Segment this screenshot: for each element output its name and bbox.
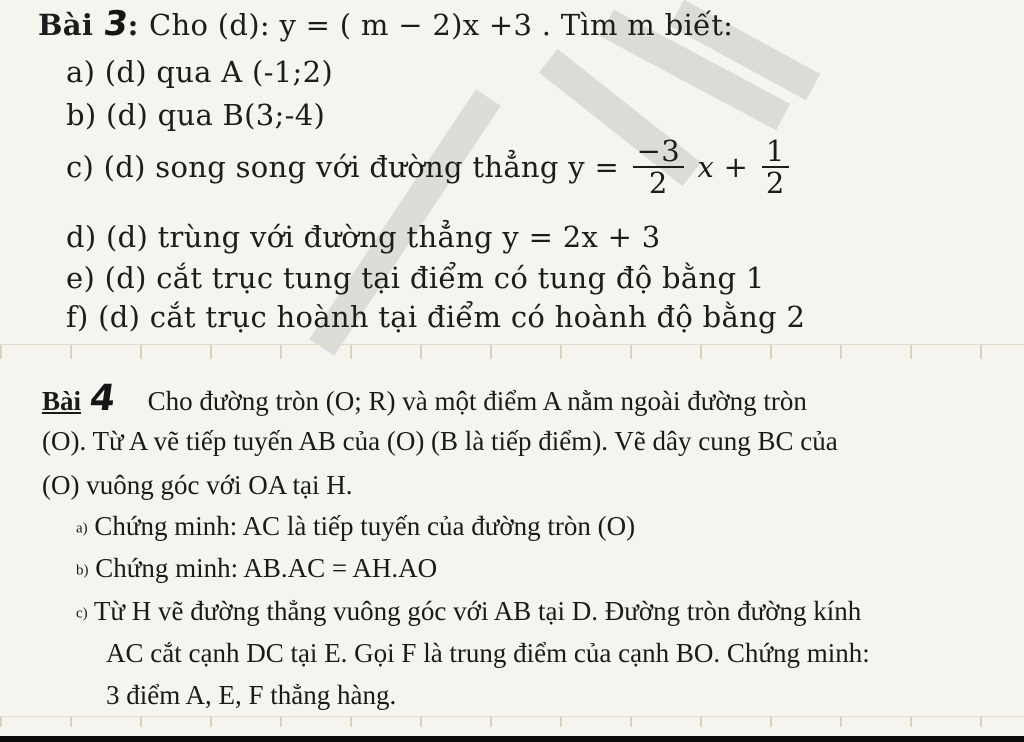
bai4-part-b	[76, 553, 437, 584]
bai4-first-line	[42, 378, 807, 419]
bottom-divider	[0, 716, 1024, 727]
bai3-number: 3	[100, 4, 131, 44]
bai3-item-c-text: c) (d) song song với đường thẳng y =	[66, 150, 620, 185]
bai4-part-c	[76, 596, 861, 627]
fraction1-denominator: 2	[648, 166, 668, 201]
fraction2-numerator: 1	[762, 136, 789, 168]
bai4-part-a	[76, 511, 635, 542]
bai4-heading: Bài	[42, 386, 82, 416]
fraction-neg-three-halves	[633, 136, 684, 199]
bai4-part-c-label: c)	[76, 605, 88, 622]
bai3-colon: :	[127, 8, 139, 42]
bai4-part-a-label: a)	[76, 520, 88, 537]
bai4-line-3: (O) vuông góc với OA tại H.	[42, 470, 353, 500]
bai4-line-2: (O). Từ A vẽ tiếp tuyến AB của (O) (B là tiếp điểm). Vẽ dây cung BC của	[42, 426, 838, 456]
bai4-part-b-label: b)	[76, 562, 89, 579]
fraction-middle-term: x +	[697, 150, 749, 185]
bai4-part-c-line-2: AC cắt cạnh DC tại E. Gọi F là trung điểm của cạnh BO. Chứng minh:	[106, 638, 870, 668]
bai4-part-c-text: Từ H vẽ đường thẳng vuông góc với AB tại D. Đường tròn đường kính	[93, 596, 862, 626]
bai3-item-d: d) (d) trùng với đường thẳng y = 2x + 3	[66, 220, 661, 254]
fraction-one-half	[762, 136, 789, 199]
bai3-heading: Bài	[38, 8, 94, 42]
bai4-part-b-text: Chứng minh: AB.AC = AH.AO	[95, 553, 438, 583]
section-divider	[0, 344, 1024, 359]
bai4-line-1: Cho đường tròn (O; R) và một điểm A nằm ngoài đường tròn	[147, 386, 807, 416]
bai3-item-a: a) (d) qua A (-1;2)	[66, 55, 333, 89]
fraction2-denominator: 2	[765, 166, 785, 201]
bai4-number: 4	[86, 378, 118, 419]
bai4-part-a-text: Chứng minh: AC là tiếp tuyến của đường tròn (O)	[94, 511, 636, 541]
bai3-item-e: e) (d) cắt trục tung tại điểm có tung độ bằng 1	[66, 261, 765, 295]
bai3-item-c	[66, 136, 793, 199]
bai3-intro: Cho (d): y = ( m − 2)x +3 . Tìm m biết:	[149, 8, 734, 42]
fraction1-numerator: −3	[633, 136, 684, 168]
bai3-item-b: b) (d) qua B(3;-4)	[66, 98, 326, 132]
bai3-title-row	[38, 4, 733, 44]
bai3-item-f: f) (d) cắt trục hoành tại điểm có hoành độ bằng 2	[66, 300, 806, 334]
bai4-part-c-line-3: 3 điểm A, E, F thẳng hàng.	[106, 680, 397, 710]
